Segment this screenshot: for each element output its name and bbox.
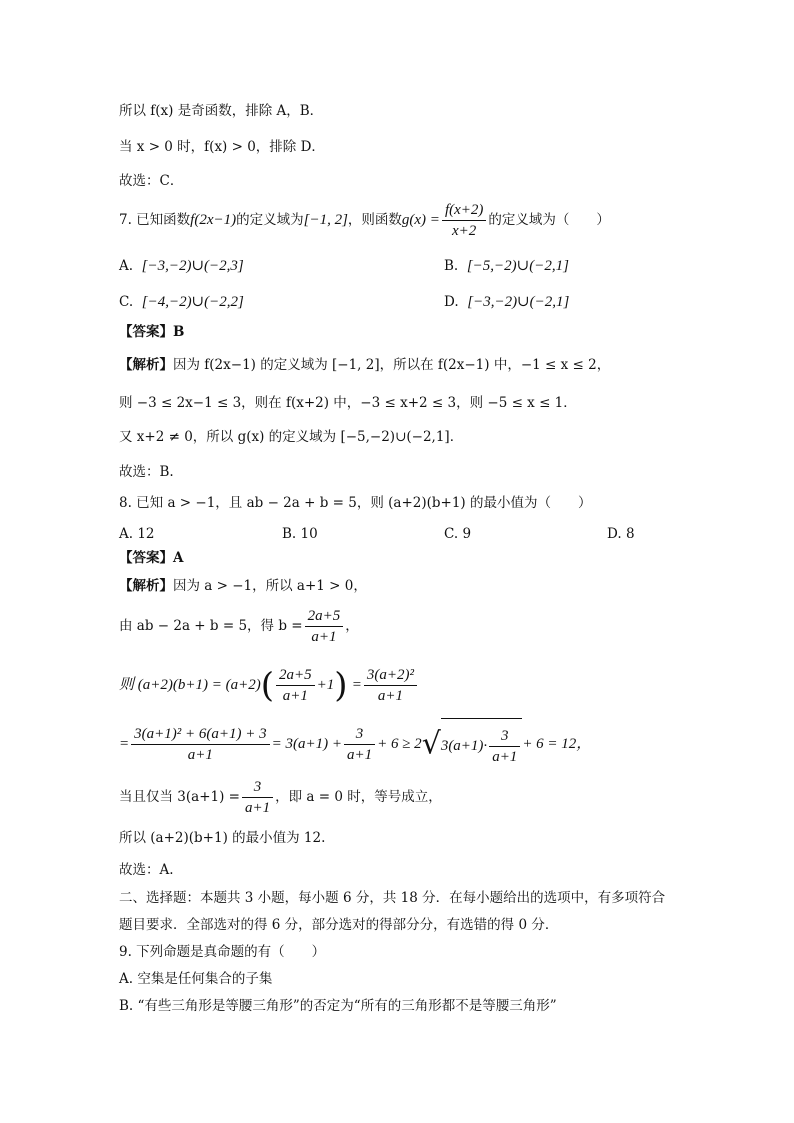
q7-analysis-label: 【解析】 [119,357,173,373]
q7-option-a-letter: A. [119,258,134,274]
q8-option-a-letter: A. [119,526,134,542]
q7-option-d [444,292,569,312]
q8-step3-inner-fraction [276,666,315,705]
section2-line-1: 二、选择题：本题共 3 小题，每小题 6 分，共 18 分．在每小题给出的选项中，有多项符合 [119,890,666,906]
q8-step3-prefix: 则 (a+2)(b+1) = (a+2) [119,677,261,693]
q8-step5-prefix: 当且仅当 3(a+1) = [119,789,240,805]
q7-option-a [119,256,244,276]
q8-step3-inner-num: 2a+5 [276,666,315,686]
q8-step3-lparen: ( [260,665,274,706]
q7-stem [119,200,610,240]
q7-option-a-value: [−3,−2)∪(−2,3] [141,258,244,274]
q8-step4-eq: = [119,736,130,752]
q8-conclusion: 故选：A. [119,862,174,878]
q8-option-a-value: 12 [137,526,155,542]
q9-option-a: A. 空集是任何集合的子集 [119,971,273,987]
q7-option-d-value: [−3,−2)∪(−2,1] [467,294,570,310]
intro-line-3: 故选：C． [119,173,184,189]
q8-step4-frac2 [344,725,375,764]
q9-stem: 9. 下列命题是真命题的有（ ） [119,944,326,960]
q8-step-3 [119,660,419,711]
q8-step4-radicand [441,718,523,771]
q8-step-4 [119,718,591,771]
q8-step4-frac2-num: 3 [344,725,375,745]
q8-step3-eq: = [351,677,362,693]
q8-step3-fraction [364,666,417,705]
q7-frac-num: f(x+2) [442,201,486,221]
q7-stem-domain: [−1, 2] [303,212,348,228]
q7-stem-tail: 的定义域为（ ） [488,212,610,228]
sqrt-radical-icon: √ [421,726,441,762]
q8-option-d [607,524,635,544]
q7-analysis-3: 又 x+2 ≠ 0，所以 g(x) 的定义域为 [−5,−2)∪(−2,1]． [119,429,464,445]
q8-answer: 【答案】A [119,550,184,566]
q8-step2-num: 2a+5 [305,607,344,627]
q7-answer: 【答案】B [119,324,185,340]
q8-step3-rparen: ) [334,665,348,706]
q8-step5-fraction [242,778,273,817]
q8-step2-fraction [305,607,344,646]
q8-step4-rad-fraction [489,727,520,766]
q8-step2-prefix: 由 ab − 2a + b = 5，得 b = [119,618,303,634]
q7-option-c-letter: C. [119,294,134,310]
q8-step-2 [119,604,359,648]
q7-option-b-value: [−5,−2)∪(−2,1] [466,258,569,274]
q8-step-5 [119,775,442,819]
q8-option-a [119,524,155,544]
q7-conclusion: 故选：B. [119,464,174,480]
q7-frac-den: x+2 [452,223,477,239]
q8-step4-tail: + 6 = 12， [522,736,592,752]
q7-stem-mid2: ，则函数 [347,212,402,228]
q8-step4-sqrt [422,718,523,771]
q8-step4-num: 3(a+1)² + 6(a+1) + 3 [131,725,269,745]
q8-step4-fraction [131,725,269,764]
q8-step3-den: a+1 [377,688,404,704]
q8-step5-suffix: ，即 a = 0 时，等号成立， [275,789,442,805]
q8-step4-frac2-den: a+1 [346,747,373,763]
q8-step4-rad-den: a+1 [492,749,518,766]
q7-stem-fraction [442,201,486,240]
section2-line-2: 题目要求．全部选对的得 6 分，部分选对的得部分分，有选错的得 0 分． [119,917,559,933]
q7-stem-g: g(x) = [401,212,440,228]
q7-option-c-value: [−4,−2)∪(−2,2] [141,294,244,310]
q8-stem: 8. 已知 a > −1，且 ab − 2a + b = 5，则 (a+2)(b+1) 的最小值为（ ） [119,495,592,511]
q8-step4-den: a+1 [187,747,213,763]
q7-option-b [444,256,569,276]
q8-option-b [282,524,318,544]
q8-step4-ge: + 6 ≥ 2 [377,736,422,752]
q8-analysis-1-text: 因为 a > −1，所以 a+1 > 0， [173,578,367,594]
q7-stem-prefix: 7. 已知函数 [119,212,191,228]
q8-step2-den: a+1 [311,629,337,645]
q7-stem-mid1: 的定义域为 [236,212,304,228]
q7-option-c [119,292,244,312]
q8-option-b-value: 10 [300,526,318,542]
q8-step5-num: 3 [242,778,273,798]
q8-step3-inner-den: a+1 [282,688,308,704]
q7-stem-f: f(2x−1) [190,212,237,228]
q8-option-c-letter: C. [444,526,459,542]
q8-step5-den: a+1 [244,800,271,816]
q8-analysis-label: 【解析】 [119,578,173,594]
q8-step4-mid: = 3(a+1) + [271,736,342,752]
q8-step2-suffix: ， [345,618,359,634]
q8-option-c-value: 9 [462,526,472,542]
q8-step4-rad-num: 3 [489,727,520,747]
q7-option-d-letter: D. [444,294,459,310]
q8-step3-inner-tail: +1 [316,677,335,693]
q8-analysis-1 [119,576,367,596]
intro-line-2: 当 x > 0 时，f(x) > 0，排除 D． [119,139,325,155]
q7-analysis-1 [119,355,610,375]
q9-option-b: B. “有些三角形是等腰三角形”的否定为“所有的三角形都不是等腰三角形” [119,998,557,1014]
q8-option-d-value: 8 [625,526,635,542]
q8-option-c [444,524,471,544]
q8-step3-num: 3(a+2)² [364,666,417,686]
q8-option-b-letter: B. [282,526,297,542]
q7-option-b-letter: B. [444,258,459,274]
q7-analysis-2: 则 −3 ≤ 2x−1 ≤ 3，则在 f(x+2) 中，−3 ≤ x+2 ≤ 3，则 −5 ≤ x ≤ 1． [119,395,577,411]
intro-line-1: 所以 f(x) 是奇函数，排除 A，B． [119,103,324,119]
q7-analysis-1-text: 因为 f(2x−1) 的定义域为 [−1, 2]，所以在 f(2x−1) 中，−1 ≤ x ≤ 2， [173,357,611,373]
q8-step4-rad-prefix: 3(a+1)· [440,738,488,754]
q8-option-d-letter: D. [607,526,622,542]
q8-step-6: 所以 (a+2)(b+1) 的最小值为 12. [119,830,326,846]
